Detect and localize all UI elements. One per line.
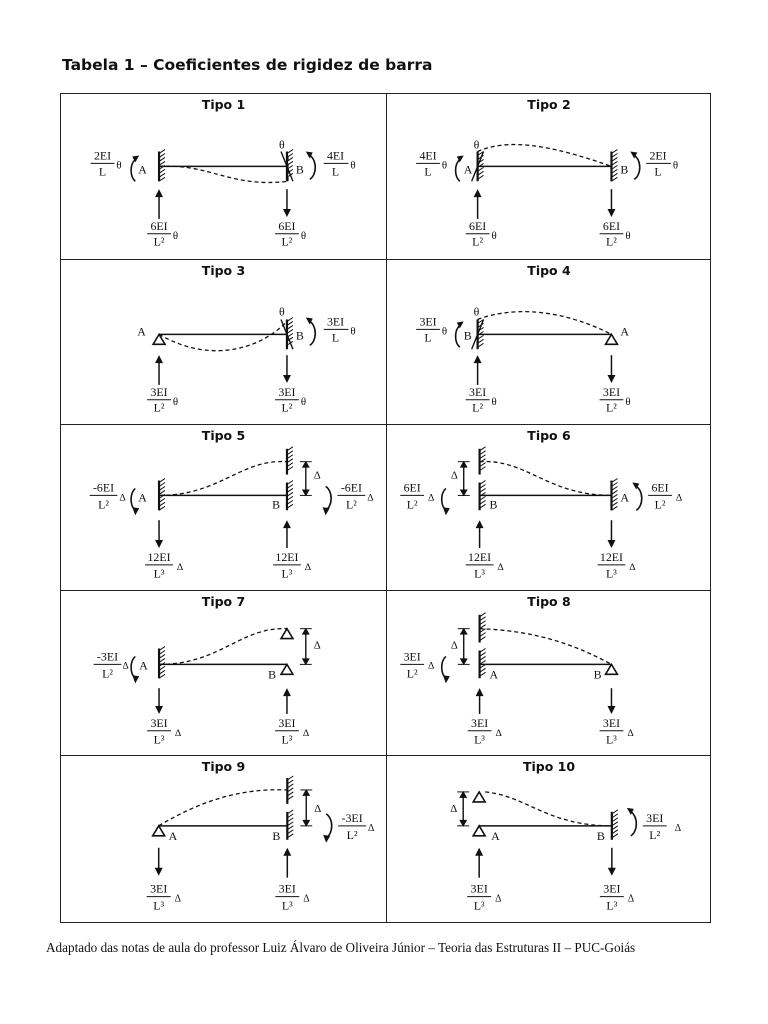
right-force-label: [600, 384, 631, 414]
left-node-label: A: [168, 829, 178, 844]
right-moment-arrow: [310, 155, 315, 179]
left-force-den: L²: [472, 234, 484, 249]
source-footnote: Adaptado das notas de aula do professor Luiz Álvaro de Oliveira Júnior – Teoria das Estruturas II – PUC-Goiás: [46, 940, 636, 955]
left-node-label: A: [463, 162, 473, 177]
left-moment-sym: Δ: [119, 492, 126, 504]
left-moment-num: 2EI: [93, 148, 112, 163]
deflected-shape: [159, 321, 287, 350]
right-force-sym: Δ: [627, 727, 634, 739]
left-force-num: 3EI: [150, 882, 168, 897]
left-node-label: B: [463, 327, 472, 342]
deflected-shape: [159, 790, 288, 826]
right-force-den: L³: [281, 732, 293, 747]
diagram-tipo-2: [387, 94, 711, 259]
diagram-tipo-9: [61, 756, 386, 922]
cell-title: Tipo 9: [201, 759, 246, 775]
right-force-num: 3EI: [278, 715, 296, 730]
deflected-shape: [159, 628, 287, 664]
right-force-label: [275, 384, 306, 414]
left-force-num: 3EI: [471, 715, 489, 730]
right-force-num: 3EI: [602, 715, 621, 730]
left-moment-label: [94, 649, 129, 680]
right-moment-num: -6EI: [340, 480, 362, 495]
cell-title: Tipo 1: [201, 97, 246, 112]
diagram-tipo-3: [61, 260, 386, 425]
left-moment-sym: θ: [116, 159, 122, 172]
left-moment-num: 3EI: [403, 649, 421, 664]
delta-dimension-arrow: [300, 627, 321, 665]
left-force-den: L³: [153, 566, 165, 581]
pin-support-icon: [281, 628, 293, 674]
right-force-den: L³: [281, 898, 293, 913]
table-caption: Tabela 1 – Coeficientes de rigidez de barra: [62, 56, 433, 74]
pin-support-icon: [153, 334, 165, 344]
rotated-fixed-support-icon: [281, 150, 293, 182]
left-force-sym: θ: [172, 395, 179, 408]
right-node-label: B: [272, 497, 281, 512]
delta-dimension-arrow: [451, 627, 470, 665]
deflected-shape: [159, 462, 287, 496]
diagram-tipo-1: [61, 94, 386, 259]
right-force-den: L³: [606, 732, 617, 747]
right-moment-sym: θ: [350, 159, 356, 172]
right-node-label: B: [295, 327, 304, 342]
right-moment-arrow: [636, 487, 641, 511]
right-moment-den: L: [654, 164, 662, 179]
right-force-num: 3EI: [603, 882, 621, 897]
right-moment-sym: Δ: [674, 823, 682, 835]
fixed-support-icon: [611, 479, 617, 511]
right-force-label: [600, 219, 631, 249]
left-node-label: A: [491, 829, 500, 844]
right-force-den: L²: [606, 234, 617, 249]
cell-tipo-1: [61, 94, 387, 260]
cell-tipo-5: [61, 425, 387, 591]
left-moment-den: L: [98, 164, 107, 179]
delta-dimension-arrow: [451, 461, 470, 497]
left-force-sym: Δ: [174, 727, 182, 739]
left-node-label: A: [489, 667, 499, 682]
left-moment-arrow: [456, 159, 460, 181]
delta-symbol: Δ: [313, 639, 321, 652]
delta-symbol: Δ: [450, 803, 458, 816]
rotation-symbol: θ: [279, 137, 285, 152]
pin-support-icon: [473, 792, 485, 836]
left-moment-label: [400, 649, 434, 680]
deflected-shape: [480, 462, 612, 496]
right-moment-arrow: [631, 812, 637, 836]
right-moment-den: L²: [649, 828, 661, 843]
right-moment-sym: Δ: [675, 492, 683, 504]
right-force-label: [273, 550, 311, 581]
delta-symbol: Δ: [450, 639, 458, 652]
right-moment-num: 3EI: [326, 314, 345, 329]
right-force-label: [600, 716, 634, 747]
deflected-shape: [478, 311, 612, 334]
right-force-label: [275, 219, 306, 249]
deflected-shape: [485, 792, 612, 826]
left-force-label: [147, 384, 178, 414]
right-moment-sym: θ: [672, 159, 679, 172]
right-node-label: B: [596, 829, 605, 844]
left-moment-arrow: [442, 656, 446, 678]
rotation-symbol: θ: [473, 304, 480, 319]
cell-title: Tipo 4: [527, 262, 571, 278]
left-moment-num: 6EI: [403, 480, 421, 495]
left-force-num: 3EI: [150, 715, 168, 730]
right-force-sym: Δ: [303, 894, 310, 906]
right-force-den: L³: [606, 899, 618, 914]
right-moment-den: L²: [654, 497, 666, 512]
right-moment-den: L: [331, 329, 340, 344]
left-moment-arrow: [442, 489, 446, 511]
left-node-label: B: [489, 497, 498, 512]
right-node-label: A: [620, 323, 629, 338]
left-force-num: 12EI: [147, 550, 171, 565]
right-force-sym: θ: [625, 395, 631, 408]
cell-title: Tipo 10: [522, 759, 576, 775]
left-force-sym: Δ: [497, 561, 504, 573]
right-force-label: [275, 882, 310, 913]
right-node-label: B: [593, 667, 602, 682]
right-moment-num: 6EI: [651, 480, 669, 495]
left-force-sym: Δ: [495, 727, 502, 739]
left-force-label: [467, 882, 502, 913]
left-force-label: [147, 716, 181, 747]
right-moment-den: L²: [346, 828, 358, 843]
rotation-symbol: θ: [279, 304, 285, 319]
left-node-label: A: [139, 658, 148, 673]
left-moment-arrow: [131, 656, 135, 678]
left-moment-den: L: [424, 329, 432, 344]
right-moment-arrow: [634, 155, 639, 179]
left-force-den: L²: [153, 400, 165, 415]
left-moment-num: -3EI: [96, 649, 119, 664]
right-moment-num: 3EI: [646, 811, 664, 826]
left-force-num: 3EI: [470, 882, 488, 897]
left-force-den: L²: [472, 400, 484, 415]
delta-symbol: Δ: [313, 469, 321, 482]
left-force-label: [466, 219, 497, 249]
right-moment-sym: Δ: [368, 823, 375, 835]
right-force-num: 6EI: [278, 218, 296, 233]
cell-tipo-9: [61, 756, 387, 922]
cell-tipo-3: [61, 260, 387, 426]
left-force-label: [147, 219, 178, 249]
delta-dimension-arrow: [450, 791, 469, 827]
left-moment-den: L: [424, 164, 432, 179]
cell-title: Tipo 3: [201, 262, 246, 278]
right-moment-label: [643, 811, 682, 842]
diagram-tipo-7: [61, 591, 386, 756]
left-force-label: [466, 384, 497, 414]
left-force-sym: Δ: [174, 894, 182, 906]
fixed-support-icon: [159, 646, 165, 678]
left-moment-den: L²: [102, 666, 113, 681]
cell-tipo-6: [387, 425, 711, 591]
right-moment-den: L: [331, 164, 340, 179]
right-force-num: 3EI: [278, 384, 296, 399]
right-force-label: [598, 550, 636, 581]
diagram-tipo-6: [387, 425, 711, 590]
right-moment-label: [324, 148, 356, 178]
cell-title: Tipo 2: [527, 97, 571, 112]
left-moment-den: L²: [406, 666, 418, 681]
left-force-label: [468, 716, 502, 747]
fixed-support-icon: [287, 776, 293, 840]
left-force-sym: Δ: [176, 561, 184, 573]
fixed-support-icon: [480, 447, 486, 510]
diagram-tipo-4: [387, 260, 711, 425]
left-force-label: [145, 550, 183, 581]
right-moment-label: [324, 314, 356, 344]
left-moment-den: L²: [98, 497, 109, 512]
right-node-label: B: [620, 162, 629, 177]
diagram-tipo-8: [387, 591, 711, 756]
right-force-num: 12EI: [275, 550, 299, 565]
right-force-num: 3EI: [278, 882, 296, 897]
pin-support-icon: [606, 334, 618, 344]
right-node-label: B: [268, 667, 277, 682]
right-force-sym: θ: [625, 229, 631, 242]
left-moment-sym: θ: [441, 159, 448, 172]
left-force-num: 3EI: [150, 384, 168, 399]
pin-support-icon: [606, 664, 618, 674]
right-moment-arrow: [326, 487, 331, 511]
left-moment-sym: Δ: [428, 492, 435, 504]
right-force-sym: Δ: [302, 727, 310, 739]
left-node-label: A: [137, 323, 146, 338]
diagram-tipo-10: [387, 756, 711, 922]
right-force-den: L²: [281, 234, 293, 249]
left-force-sym: θ: [491, 395, 497, 408]
delta-dimension-arrow: [300, 461, 321, 497]
right-moment-arrow: [310, 321, 315, 345]
deflected-shape: [159, 153, 288, 182]
cell-tipo-10: [387, 756, 711, 922]
left-force-num: 12EI: [468, 550, 492, 565]
right-force-sym: Δ: [629, 561, 636, 573]
right-force-num: 6EI: [602, 218, 621, 233]
rotated-fixed-support-icon: [281, 317, 293, 349]
fixed-support-icon: [159, 150, 165, 182]
left-moment-num: 3EI: [419, 314, 437, 329]
left-moment-sym: Δ: [122, 660, 129, 672]
right-moment-den: L²: [346, 497, 357, 512]
deflected-shape: [478, 145, 612, 167]
cell-tipo-4: [387, 260, 711, 426]
right-moment-label: [338, 811, 375, 842]
stiffness-table: [60, 93, 711, 923]
right-moment-sym: θ: [350, 324, 356, 337]
left-force-num: 6EI: [469, 218, 487, 233]
right-node-label: B: [295, 162, 304, 177]
right-moment-num: -3EI: [341, 811, 363, 826]
left-moment-den: L²: [406, 497, 418, 512]
fixed-support-icon: [480, 613, 486, 678]
rotation-symbol: θ: [473, 137, 480, 152]
delta-dimension-arrow: [300, 789, 321, 827]
cell-title: Tipo 6: [527, 428, 571, 444]
left-moment-sym: Δ: [428, 660, 435, 672]
cell-tipo-7: [61, 591, 387, 757]
right-moment-arrow: [326, 814, 332, 838]
left-force-den: L³: [153, 732, 165, 747]
fixed-support-icon: [612, 810, 618, 840]
diagram-tipo-5: [61, 425, 386, 590]
left-moment-label: [400, 481, 434, 512]
right-moment-label: [338, 481, 374, 512]
right-force-num: 12EI: [599, 550, 624, 565]
right-force-sym: θ: [300, 229, 307, 242]
cell-tipo-8: [387, 591, 711, 757]
fixed-support-icon: [287, 447, 293, 510]
right-moment-label: [648, 481, 682, 512]
left-force-sym: θ: [491, 229, 497, 242]
delta-symbol: Δ: [314, 803, 322, 816]
left-node-label: A: [138, 490, 147, 505]
cell-title: Tipo 7: [201, 593, 246, 609]
cell-tipo-2: [387, 94, 711, 260]
cell-title: Tipo 5: [201, 428, 246, 444]
left-force-den: L³: [474, 732, 486, 747]
right-force-sym: Δ: [627, 894, 635, 906]
cell-title: Tipo 8: [527, 593, 571, 609]
left-node-label: A: [138, 162, 147, 177]
left-moment-arrow: [456, 325, 460, 347]
right-force-den: L²: [606, 400, 617, 415]
right-moment-label: [646, 148, 678, 178]
left-force-num: 3EI: [469, 384, 487, 399]
right-force-sym: θ: [300, 395, 307, 408]
left-moment-label: [91, 148, 122, 178]
left-force-num: 6EI: [150, 218, 168, 233]
left-moment-num: 4EI: [419, 148, 437, 163]
left-force-label: [147, 882, 182, 913]
left-moment-num: -6EI: [92, 480, 115, 495]
right-force-num: 3EI: [602, 384, 621, 399]
left-moment-arrow: [131, 489, 135, 511]
left-moment-label: [90, 481, 126, 512]
right-force-label: [600, 882, 635, 913]
right-force-den: L³: [606, 566, 617, 581]
left-moment-label: [416, 314, 447, 344]
fixed-support-icon: [611, 150, 617, 182]
left-force-sym: θ: [172, 229, 179, 242]
left-force-den: L³: [473, 899, 485, 914]
left-moment-label: [416, 148, 447, 178]
left-moment-sym: θ: [441, 324, 448, 337]
delta-symbol: Δ: [450, 469, 458, 482]
left-force-den: L³: [474, 566, 486, 581]
right-force-den: L²: [281, 400, 293, 415]
left-force-label: [466, 550, 504, 581]
right-moment-sym: Δ: [367, 492, 374, 504]
right-force-label: [275, 716, 309, 747]
right-node-label: B: [272, 829, 281, 844]
left-force-den: L³: [153, 898, 165, 913]
fixed-support-icon: [159, 479, 165, 511]
left-moment-arrow: [131, 159, 135, 181]
right-node-label: A: [620, 490, 629, 505]
right-force-den: L³: [281, 566, 293, 581]
deflected-shape: [480, 628, 612, 664]
left-force-den: L²: [153, 234, 165, 249]
right-moment-num: 2EI: [649, 148, 667, 163]
right-moment-num: 4EI: [326, 148, 345, 163]
pin-support-icon: [153, 826, 165, 836]
right-force-sym: Δ: [304, 561, 312, 573]
left-force-sym: Δ: [495, 894, 502, 906]
